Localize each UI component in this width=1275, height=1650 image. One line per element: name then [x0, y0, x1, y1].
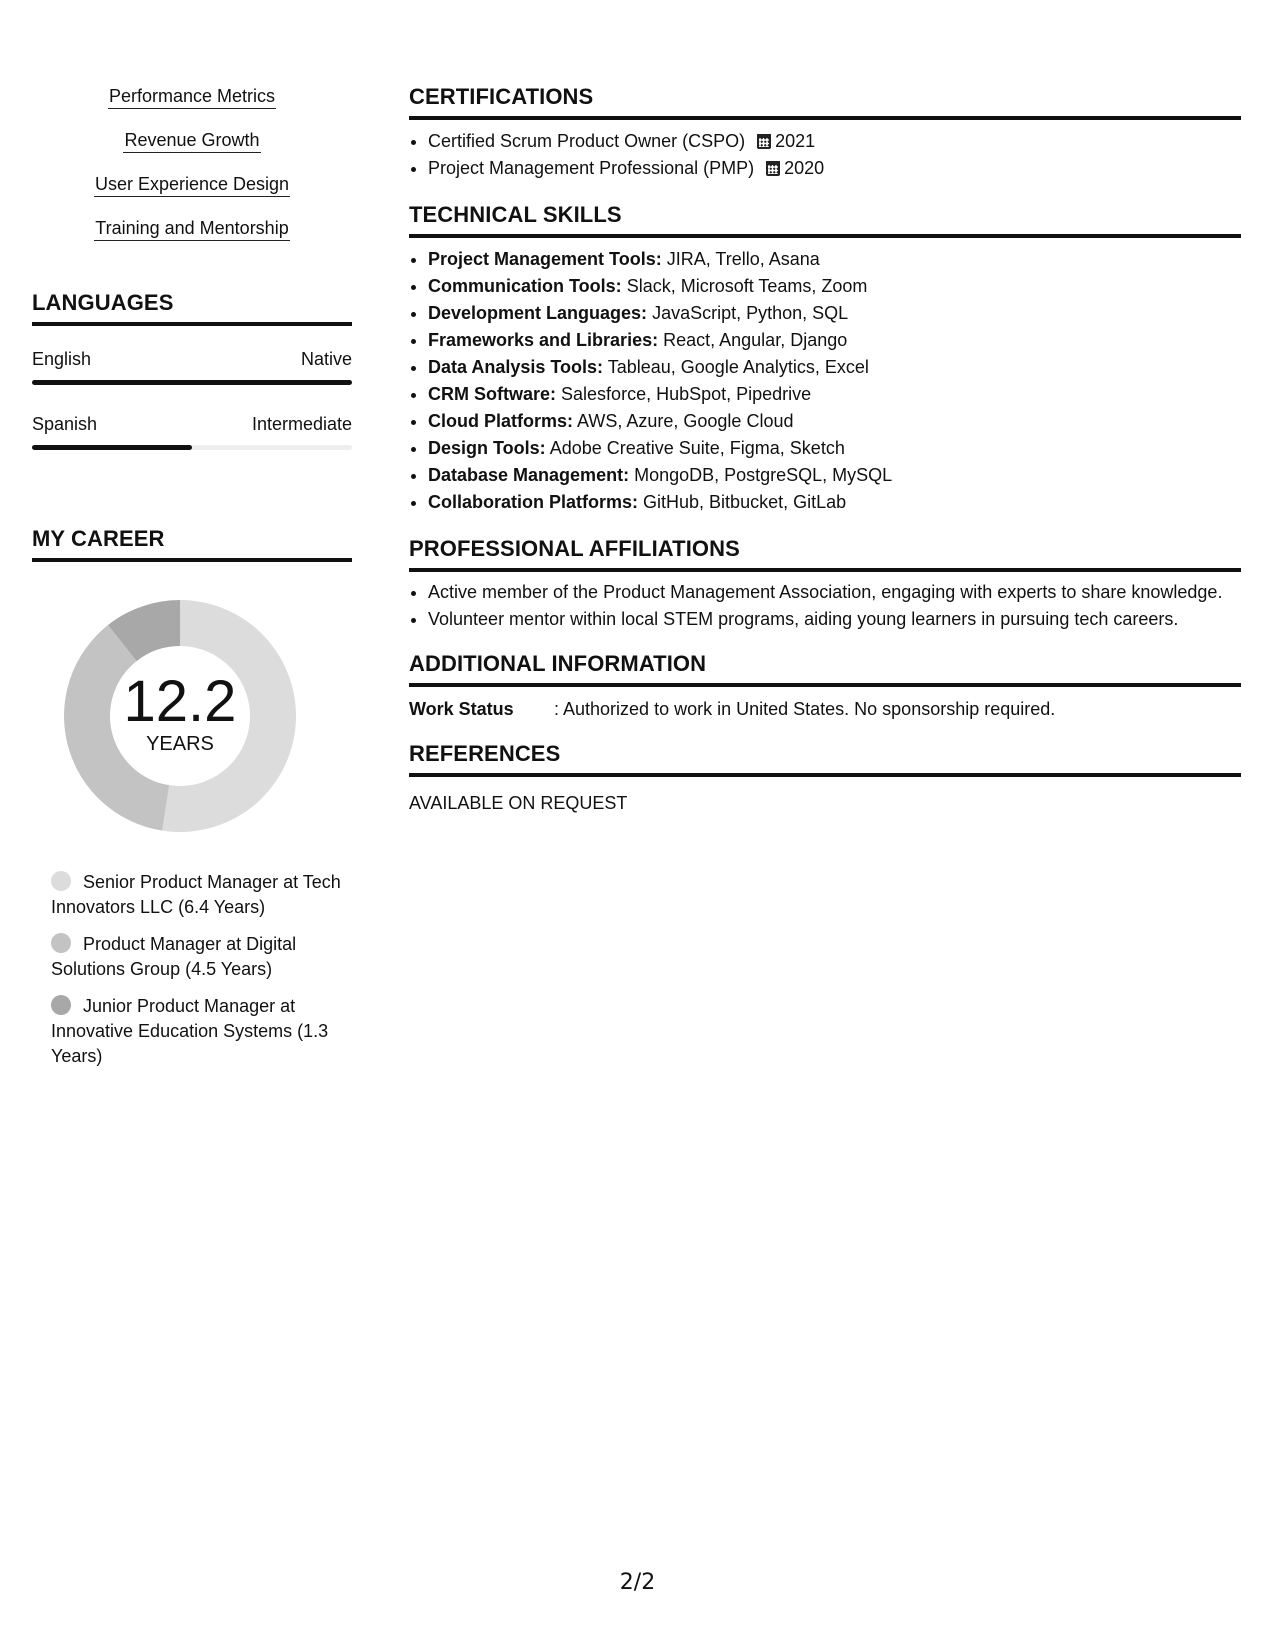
legend-swatch [51, 871, 71, 891]
technical-skills-section [409, 202, 1241, 516]
language-name: Spanish [32, 414, 98, 434]
skill-item [428, 354, 1241, 381]
skill-value: GitHub, Bitbucket, GitLab [643, 492, 847, 512]
additional-info-title: ADDITIONAL INFORMATION [409, 651, 1241, 687]
skill-value: MongoDB, PostgreSQL, MySQL [634, 465, 893, 485]
certification-year: 2020 [784, 158, 825, 178]
skill-label: Development Languages: [428, 303, 648, 323]
expertise-item [32, 172, 352, 199]
skill-item [428, 462, 1241, 489]
expertise-item [32, 128, 352, 155]
sidebar [32, 84, 352, 1081]
calendar-icon [757, 134, 771, 149]
legend-swatch [51, 995, 71, 1015]
skill-label: Project Management Tools: [428, 249, 662, 269]
career-section [32, 526, 352, 1069]
expertise-label: User Experience Design [94, 172, 290, 197]
affiliations-title: PROFESSIONAL AFFILIATIONS [409, 536, 1241, 572]
legend-swatch [51, 933, 71, 953]
career-total-unit: YEARS [146, 732, 214, 755]
certifications-list [409, 128, 1241, 182]
certifications-title: CERTIFICATIONS [409, 84, 1241, 120]
career-legend [51, 870, 341, 1069]
expertise-item [32, 216, 352, 243]
skill-value: AWS, Azure, Google Cloud [577, 411, 794, 431]
skill-item [428, 381, 1241, 408]
affiliation-item: • Active member of the Product Management Association, engaging with experts to share knowledge. [428, 580, 1241, 604]
certification-item [428, 155, 1241, 182]
skill-value: React, Angular, Django [663, 330, 848, 350]
skill-value: JIRA, Trello, Asana [666, 249, 820, 269]
certification-year: 2021 [775, 131, 816, 151]
skill-item [428, 300, 1241, 327]
career-donut-chart [56, 592, 304, 840]
skills-list [409, 246, 1241, 516]
certifications-section [409, 84, 1241, 182]
language-bar-fill [32, 380, 352, 385]
affiliations-list [409, 580, 1241, 631]
skill-label: CRM Software: [428, 384, 557, 404]
skill-label: Design Tools: [428, 438, 546, 458]
skill-label: Cloud Platforms: [428, 411, 574, 431]
skill-value: JavaScript, Python, SQL [652, 303, 849, 323]
technical-skills-title: TECHNICAL SKILLS [409, 202, 1241, 238]
expertise-list [32, 84, 352, 243]
calendar-icon [766, 161, 780, 176]
donut-center [56, 592, 304, 840]
language-row-english [32, 348, 352, 370]
skill-label: Data Analysis Tools: [428, 357, 604, 377]
skill-item [428, 327, 1241, 354]
language-level: Intermediate [251, 414, 352, 434]
references-text: AVAILABLE ON REQUEST [409, 793, 628, 813]
career-title: MY CAREER [32, 526, 352, 562]
language-row-spanish [32, 413, 352, 435]
language-name: English [32, 349, 92, 369]
languages-title: LANGUAGES [32, 290, 352, 326]
work-status-key: Work Status [409, 699, 514, 719]
skill-label: Frameworks and Libraries: [428, 330, 659, 350]
work-status-value: : Authorized to work in United States. No sponsorship required. [554, 699, 1056, 719]
skill-item [428, 273, 1241, 300]
skill-label: Communication Tools: [428, 276, 622, 296]
career-total-years: 12.2 [123, 668, 237, 734]
expertise-item [32, 84, 352, 111]
skill-label: Database Management: [428, 465, 630, 485]
languages-section [32, 290, 352, 450]
references-title: REFERENCES [409, 741, 1241, 777]
expertise-label: Revenue Growth [123, 128, 260, 153]
language-bar-fill [32, 445, 192, 450]
skill-value: Slack, Microsoft Teams, Zoom [626, 276, 868, 296]
legend-label: Senior Product Manager at Tech Innovators LLC (6.4 Years) [51, 872, 341, 917]
skill-value: Salesforce, HubSpot, Pipedrive [561, 384, 812, 404]
legend-item [51, 870, 341, 920]
skill-label: Collaboration Platforms: [428, 492, 639, 512]
certification-name: Project Management Professional (PMP) [428, 158, 755, 178]
skill-item [428, 246, 1241, 273]
legend-item [51, 994, 341, 1069]
legend-item [51, 932, 341, 982]
skill-value: Tableau, Google Analytics, Excel [607, 357, 869, 377]
work-status-row [409, 697, 1241, 721]
legend-label: Junior Product Manager at Innovative Education Systems (1.3 Years) [51, 996, 329, 1066]
page-number: 2/2 [619, 1570, 656, 1595]
language-level: Native [300, 349, 352, 369]
skill-item [428, 435, 1241, 462]
certification-name: Certified Scrum Product Owner (CSPO) [428, 131, 746, 151]
additional-info-section [409, 651, 1241, 721]
certification-item [428, 128, 1241, 155]
references-section [409, 741, 1241, 815]
expertise-label: Training and Mentorship [94, 216, 289, 241]
affiliations-section [409, 536, 1241, 631]
main-column [409, 84, 1241, 815]
language-bar [32, 380, 352, 385]
skill-item [428, 489, 1241, 516]
legend-label: Product Manager at Digital Solutions Group (4.5 Years) [51, 934, 297, 979]
affiliation-item: • Volunteer mentor within local STEM programs, aiding young learners in pursuing tech careers. [428, 607, 1241, 631]
expertise-label: Performance Metrics [108, 84, 276, 109]
skill-value: Adobe Creative Suite, Figma, Sketch [549, 438, 845, 458]
language-bar [32, 445, 352, 450]
skill-item [428, 408, 1241, 435]
